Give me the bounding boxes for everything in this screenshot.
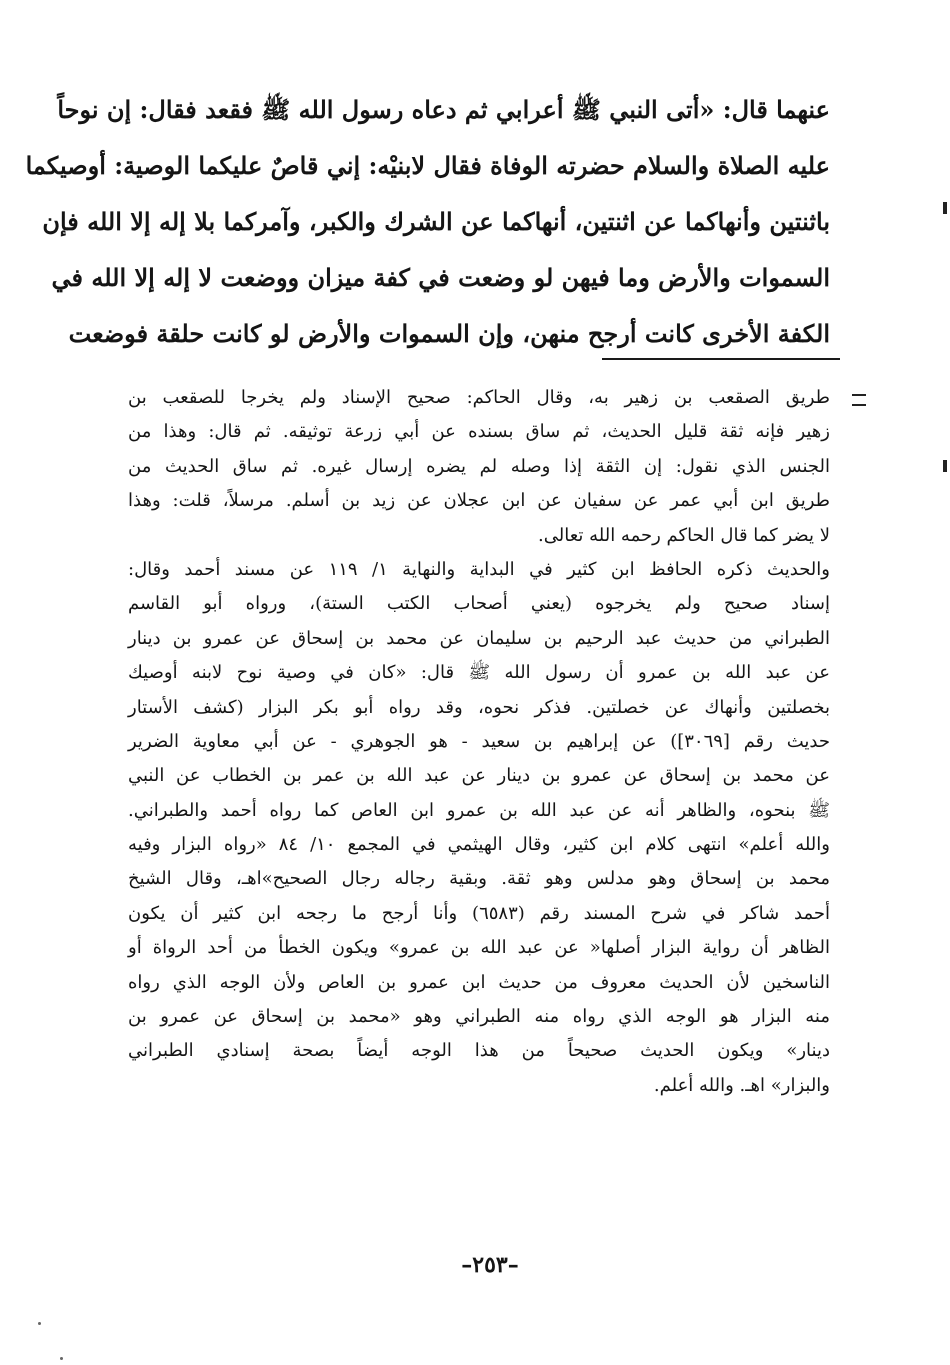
footnote-line: طريق ابن أبي عمر عن سفيان عن ابن عجلان عن زيد بن أسلم. مرسلاً، قلت: وهذا — [128, 490, 830, 512]
footnote-line: الناسخين لأن الحديث معروف من حديث ابن عمرو بن العاص ولأن الوجه الذي رواه — [128, 971, 830, 993]
footnote-line: عن عبد الله بن عمرو أن رسول الله ﷺ قال: «كان في وصية نوح لابنه أوصيك — [128, 662, 830, 684]
footnote-block — [128, 381, 830, 1103]
main-text-line: الكفة الأخرى كانت أرجح منهن، وإن السموات والأرض لو كانت حلقة فوضعت — [68, 319, 830, 348]
margin-mark — [943, 202, 947, 214]
footnote-line: محمد بن إسحاق وهو مدلس وهو ثقة. وبقية رجاله رجال الصحيح»اهـ، وقال الشيخ — [128, 868, 830, 890]
footnote-line: بخصلتين وأنهاك عن خصلتين. فذكر نحوه، وقد رواه أبو بكر البزار (كشف الأستار — [128, 696, 830, 718]
footnote-line: حديث رقم [٣٠٦٩]) عن إبراهيم بن سعيد - هو الجوهري - عن أبي معاوية الضرير — [128, 730, 830, 752]
margin-equals-mark — [852, 394, 866, 406]
footnote-line: زهير فإنه ثقة قليل الحديث، ثم ساق بسنده عن أبي زرعة توثيقه. ثم قال: وهذا من — [128, 421, 830, 443]
footnote-line: أحمد شاكر في شرح المسند رقم (٦٥٨٣) وأنا أرجح ما رجحه ابن كثير أن يكون — [128, 902, 831, 924]
scan-speck — [60, 1357, 63, 1360]
main-text-line: السموات والأرض وما فيهن لو وضعت في كفة ميزان ووضعت لا إله إلا الله في — [51, 263, 830, 292]
footnote-line: منه البزار هو الوجه الذي رواه منه الطبراني وهو «محمد بن إسحاق عن عمرو بن — [128, 1006, 830, 1028]
footnote-line: ﷺ بنحوه، والظاهر أنه عن عبد الله بن عمرو ابن العاص كما رواه أحمد والطبراني. — [128, 799, 830, 821]
main-text-line: عنهما قال: «أتى النبي ﷺ أعرابي ثم دعاه رسول الله ﷺ فقعد فقال: إن نوحاً — [57, 95, 830, 124]
page-number: –٢٥٣– — [461, 1252, 519, 1278]
footnote-line: عن محمد بن إسحاق عن عمرو بن دينار عن عبد الله بن عمر بن الخطاب عن النبي — [128, 765, 830, 787]
footnote-line: طريق الصقعب بن زهير به، وقال الحاكم: صحيح الإسناد ولم يخرجا للصقعب بن — [128, 387, 830, 408]
scan-speck — [38, 1322, 41, 1325]
footnote-line: دينار» ويكون الحديث صحيحاً من هذا الوجه أيضاً بصحة إسنادي الطبراني — [128, 1040, 830, 1062]
footnote-line: الطبراني من حديث عبد الرحيم بن سليمان عن محمد بن إسحاق عن عمرو بن دينار — [128, 627, 830, 649]
footnote-line: الجنس الذي نقول: إن الثقة إذا وصله لم يضره إرسال غيره. ثم ساق الحديث من — [128, 455, 830, 477]
footnote-line: لا يضر كما قال الحاكم رحمه الله تعالى. — [538, 524, 830, 546]
footnote-line: إسناد صحيح ولم يخرجوه (يعني أصحاب الكتب الستة)، ورواه أبو القاسم — [128, 593, 830, 615]
footnote-line: الظاهر أن رواية البزار أصلها« عن عبد الله بن عمرو» ويكون الخطأ من أحد الرواة أو — [128, 937, 830, 959]
footnote-separator — [602, 358, 840, 360]
footnote-line: والبزار» اهـ. والله أعلم. — [653, 1074, 830, 1096]
main-text-block — [25, 82, 830, 362]
margin-mark — [943, 460, 947, 472]
footnote-line: والله أعلم» انتهى كلام ابن كثير، وقال الهيثمي في المجمع ١٠/ ٨٤ «رواه البزار وفيه — [128, 834, 830, 856]
footnote-line: والحديث ذكره الحافظ ابن كثير في البداية والنهاية ١/ ١١٩ عن مسند أحمد وقال: — [128, 558, 830, 580]
main-text-line: باثنتين وأنهاكما عن اثنتين، أنهاكما عن الشرك والكبر، وآمركما بلا إله إلا الله فإن — [42, 207, 830, 236]
main-text-line: عليه الصلاة والسلام حضرته الوفاة فقال لابنيْه: إني قاصٌ عليكما الوصية: أوصيكما — [25, 151, 830, 180]
